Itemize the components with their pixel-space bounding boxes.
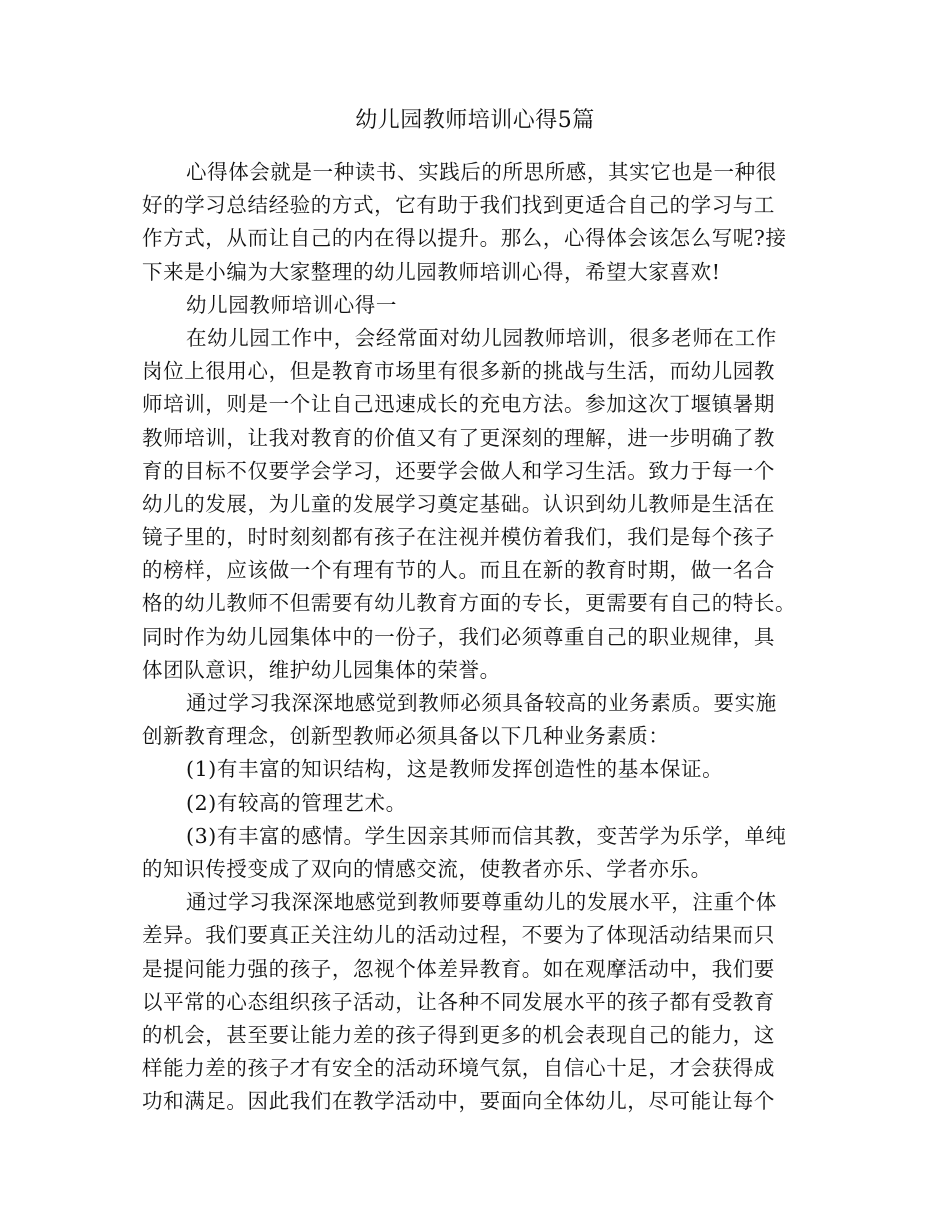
text-line: 育的目标不仅要学会学习，还要学会做人和学习生活。致力于每一个 [142,458,775,483]
text-line: 幼儿的发展，为儿童的发展学习奠定基础。认识到幼儿教师是生活在 [142,491,775,516]
text-line: 体团队意识，维护幼儿园集体的荣誉。 [142,657,501,682]
text-line: 的榜样，应该做一个有理有节的人。而且在新的教育时期，做一名合 [142,558,775,583]
text-line: 通过学习我深深地感觉到教师必须具备较高的业务素质。要实施 [186,691,777,715]
text-line: 心得体会就是一种读书、实践后的所思所感，其实它也是一种很 [186,160,777,184]
text-line: 在幼儿园工作中，会经常面对幼儿园教师培训，很多老师在工作 [186,325,777,350]
text-line: 是提问能力强的孩子，忽视个体差异教育。如在观摩活动中，我们要 [142,956,775,981]
text-line: (2)有较高的管理艺术。 [186,790,407,815]
text-line: 的知识传授变成了双向的情感交流，使教者亦乐、学者亦乐。 [142,856,712,881]
text-line: 以平常的心态组织孩子活动，让各种不同发展水平的孩子都有受教育 [142,989,775,1014]
text-line: 功和满足。因此我们在教学活动中，要面向全体幼儿，尽可能让每个 [142,1089,775,1114]
text-line: 差异。我们要真正关注幼儿的活动过程，不要为了体现活动结果而只 [142,923,775,948]
document-body [142,156,832,1118]
text-line: 作方式，从而让自己的内在得以提升。那么，心得体会该怎么写呢?接 [142,226,787,251]
text-line: (1)有丰富的知识结构，这是教师发挥创造性的基本保证。 [186,757,724,782]
text-line: 下来是小编为大家整理的幼儿园教师培训心得，希望大家喜欢! [142,259,721,284]
text-line: 格的幼儿教师不但需要有幼儿教育方面的专长，更需要有自己的特长。 [142,591,797,616]
text-line: 师培训，则是一个让自己迅速成长的充电方法。参加这次丁堰镇暑期 [142,392,775,417]
text-line: 样能力差的孩子才有安全的活动环境气氛，自信心十足，才会获得成 [142,1056,775,1081]
text-line: 教师培训，让我对教育的价值又有了更深刻的理解，进一步明确了教 [142,425,775,450]
text-line: 同时作为幼儿园集体中的一份子，我们必须尊重自己的职业规律，具 [142,624,775,649]
text-line: 创新教育理念，创新型教师必须具备以下几种业务素质： [142,724,670,749]
text-line: 幼儿园教师培训心得一 [186,292,397,317]
document-title: 幼儿园教师培训心得5篇 [355,108,595,133]
text-line: 好的学习总结经验的方式，它有助于我们找到更适合自己的学习与工 [142,193,775,218]
text-line: 镜子里的，时时刻刻都有孩子在注视并模仿着我们，我们是每个孩子 [142,525,775,550]
text-line: 的机会，甚至要让能力差的孩子得到更多的机会表现自己的能力，这 [142,1022,775,1047]
text-line: 岗位上很用心，但是教育市场里有很多新的挑战与生活，而幼儿园教 [142,359,775,384]
text-line: 通过学习我深深地感觉到教师要尊重幼儿的发展水平，注重个体 [186,890,777,915]
text-line: (3)有丰富的感情。学生因亲其师而信其教，变苦学为乐学，单纯 [186,823,787,848]
